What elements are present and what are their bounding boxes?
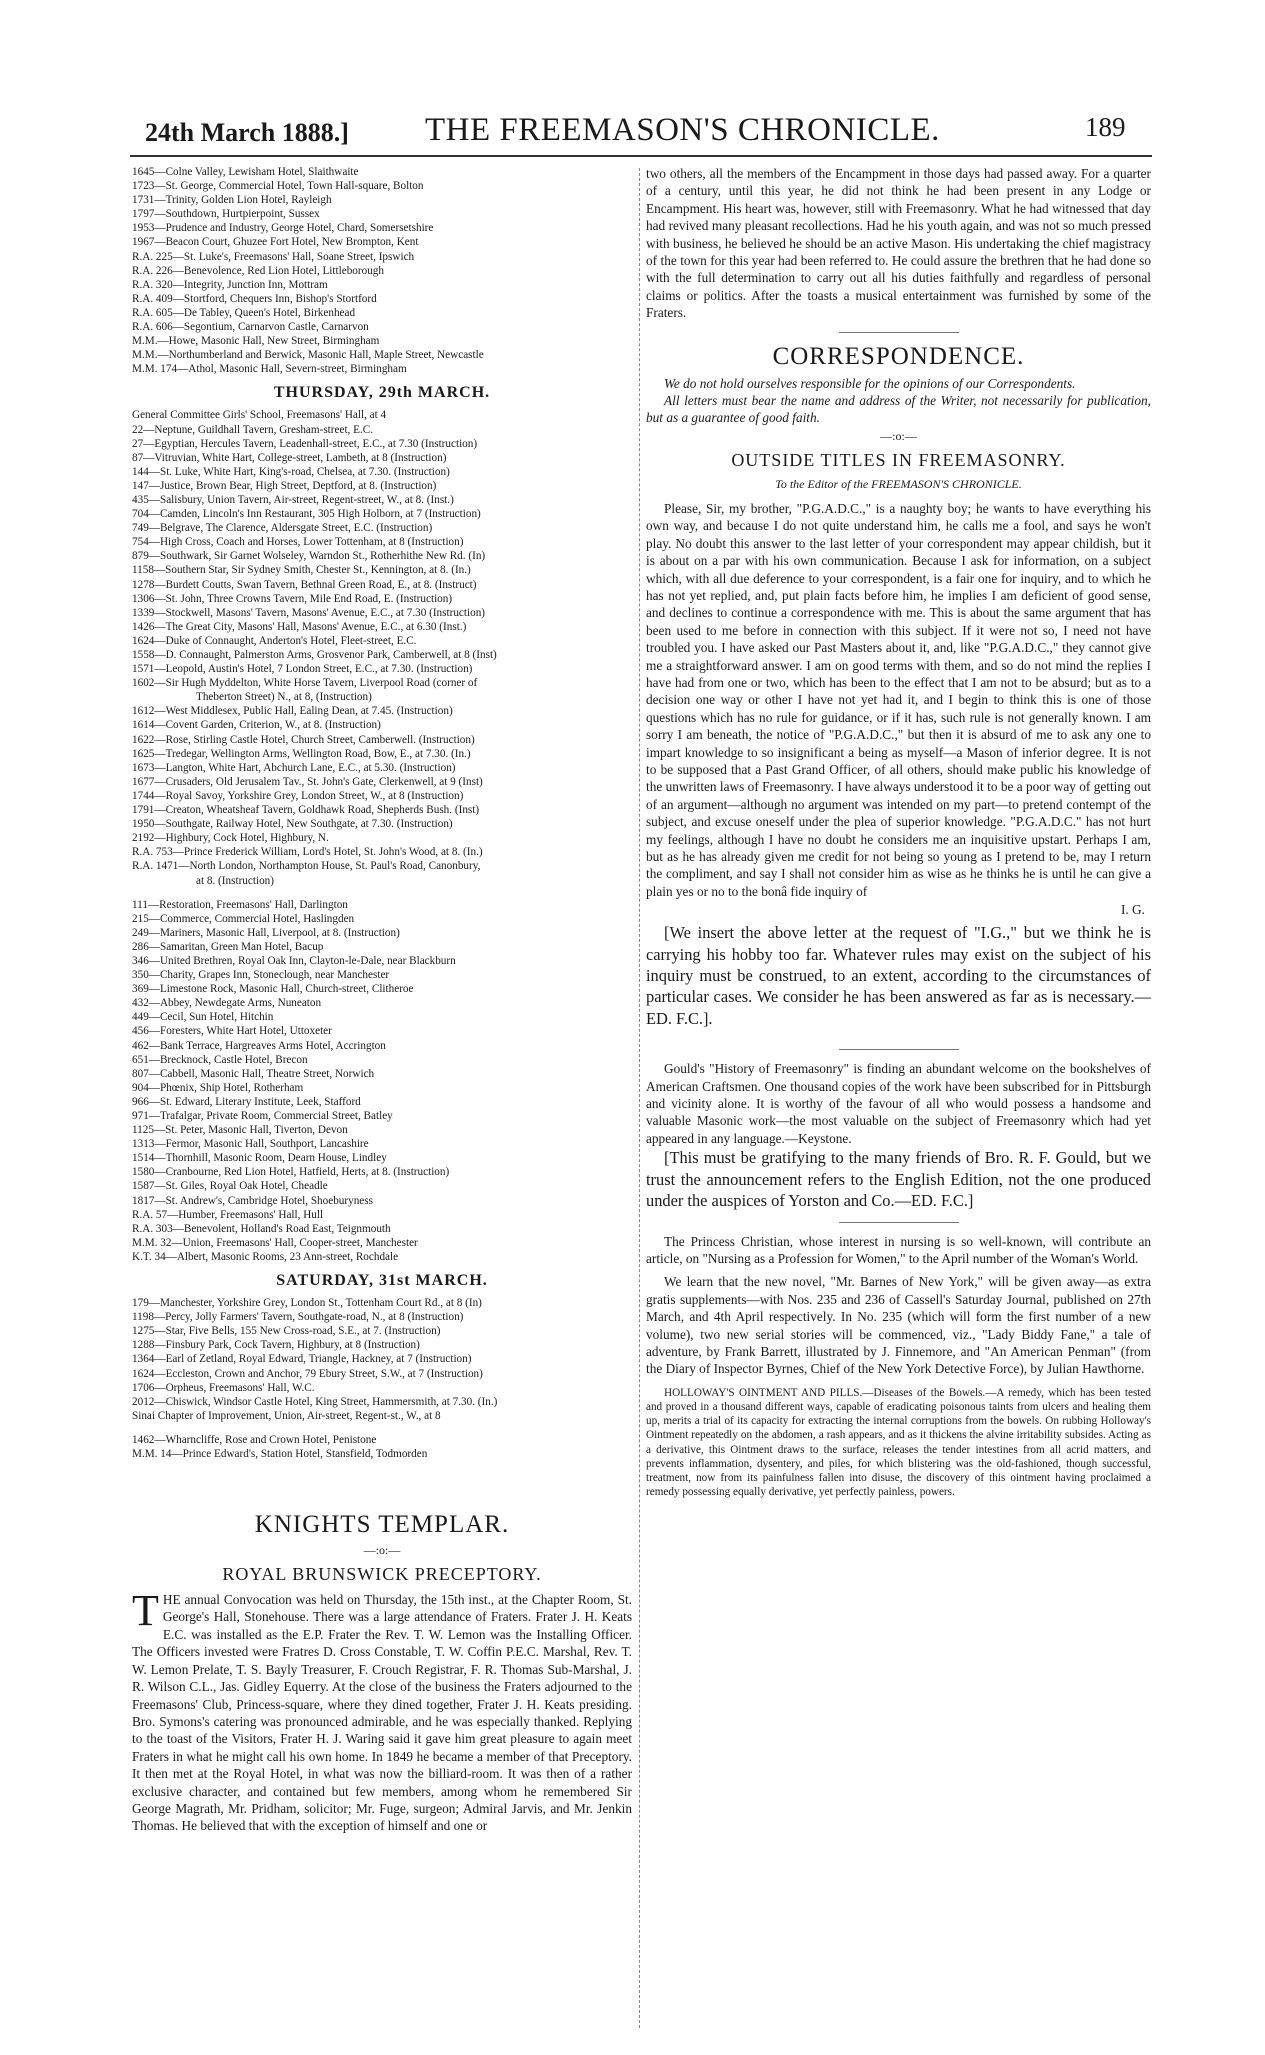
lodge-entry: 651—Brecknock, Castle Hotel, Brecon: [132, 1053, 308, 1066]
lodge-entry: R.A. 320—Integrity, Junction Inn, Mottram: [132, 278, 328, 291]
lodge-entry: 147—Justice, Brown Bear, High Street, Deptford, at 8. (Instruction): [132, 479, 437, 492]
lodge-entry: 215—Commerce, Commercial Hotel, Haslingden: [132, 912, 355, 925]
lodge-entry: 87—Vitruvian, White Hart, College-street, Lambeth, at 8 (Instruction): [132, 451, 447, 464]
lodge-entry: 286—Samaritan, Green Man Hotel, Bacup: [132, 940, 324, 953]
editor-note-letter: [We insert the above letter at the request of "I.G.," but we think he is carrying his hobby too far. Whatever rules may exist on the subject of his inquiry must be construed, to an extent, according to the circumstances of particular cases. We consider he has been answered as far as is necessary.—ED. F.C.].: [646, 923, 1151, 1028]
lodge-entry: 144—St. Luke, White Hart, King's-road, Chelsea, at 7.30. (Instruction): [132, 465, 450, 478]
page-number: 189: [1085, 112, 1126, 142]
lodge-entry: 462—Bank Terrace, Hargreaves Arms Hotel, Accrington: [132, 1039, 386, 1052]
lodge-list-saturday: [132, 1296, 632, 1461]
lodge-entry: 1744—Royal Savoy, Yorkshire Grey, London Street, W., at 8 (Instruction): [132, 789, 464, 802]
correspondence-requirement: All letters must bear the name and address of the Writer, not necessarily for publication, but as a guarantee of good faith.: [646, 393, 1151, 426]
lodge-entry: 1967—Beacon Court, Ghuzee Fort Hotel, New Brompton, Kent: [132, 236, 419, 249]
princess-christian-paragraph: The Princess Christian, whose interest in nursing is so well-known, will contribute an article, on "Nursing as a Profession for Women," to the April number of the Woman's World.: [646, 1233, 1151, 1266]
lodge-entry: 1198—Percy, Jolly Farmers' Tavern, Southgate-road, N., at 8 (Instruction): [132, 1311, 464, 1324]
lodge-entry: 807—Cabbell, Masonic Hall, Theatre Street, Norwich: [132, 1067, 375, 1080]
lodge-entry: 435—Salisbury, Union Tavern, Air-street, Regent-street, W., at 8. (Inst.): [132, 493, 454, 506]
lodge-entry: [132, 888, 632, 898]
lodge-entry: Theberton Street) N., at 8, (Instruction): [196, 691, 372, 704]
lodge-entry: 1278—Burdett Coutts, Swan Tavern, Bethnal Green Road, E., at 8. (Instruct): [132, 578, 477, 591]
lodge-entry: 1791—Creaton, Wheatsheaf Tavern, Goldhawk Road, Shepherds Bush. (Inst): [132, 804, 480, 817]
lodge-entry: 879—Southwark, Sir Garnet Wolseley, Warndon St., Rotherhithe New Rd. (In): [132, 550, 486, 563]
lodge-entry: 971—Trafalgar, Private Room, Commercial Street, Batley: [132, 1110, 393, 1122]
lodge-entry: 1339—Stockwell, Masons' Tavern, Masons' Avenue, E.C., at 7.30 (Instruction): [132, 606, 486, 619]
lodge-entry: 1426—The Great City, Masons' Hall, Masons' Avenue, E.C., at 6.30 (Inst.): [132, 620, 467, 633]
lodge-entry: 369—Limestone Rock, Masonic Hall, Church-street, Clitheroe: [132, 983, 414, 996]
knights-templar-heading: KNIGHTS TEMPLAR.: [254, 1511, 510, 1539]
lodge-entry: 1571—Leopold, Austin's Hotel, 7 London Street, E.C., at 7.30. (Instruction): [132, 663, 473, 676]
knights-templar-continued: two others, all the members of the Encampment in those days had passed away. For a quarter of a century, until this year, he did not think he had been present in any Lodge or Encampment. His heart was, however, still with Freemasonry. What he had witnessed that day had revived many pleasant recollections. Had he his youth again, and was not so much pressed with business, he believed he should be an active Mason. His undertaking the chief magistracy of the town for this year had been referred to. He could assure the brethren that he had done so with the full determination to carry out all his duties faithfully and regardless of personal claims or politics. After the toasts a musical entertainment was furnished by some of the Fraters.: [646, 166, 1151, 321]
lodge-entry: 1953—Prudence and Industry, George Hotel, Chard, Somersetshire: [132, 222, 434, 235]
correspondence-heading: CORRESPONDENCE.: [772, 342, 1025, 370]
issue-date: 24th March 1888.]: [145, 118, 349, 147]
lodge-entry: 1677—Crusaders, Old Jerusalem Tav., St. John's Gate, Clerkenwell, at 9 (Inst): [132, 775, 483, 788]
editor-note-gould: [This must be gratifying to the many friends of Bro. R. F. Gould, but we trust the announcement refers to the English Edition, not the one produced under the auspices of Yorston and Co.—ED. F.C.]: [646, 1148, 1151, 1211]
lodge-entry: 904—Phœnix, Ship Hotel, Rotherham: [132, 1081, 304, 1094]
column-divider: [639, 168, 640, 2028]
lodge-entry: 1625—Tredegar, Wellington Arms, Wellington Road, Bow, E., at 7.30. (In.): [132, 747, 471, 760]
lodge-entry: 1158—Southern Star, Sir Sydney Smith, Chester St., Kennington, at 8. (In.): [132, 564, 471, 577]
royal-brunswick-heading: ROYAL BRUNSWICK PRECEPTORY.: [222, 1564, 542, 1585]
lodge-entry: 432—Abbey, Newdegate Arms, Nuneaton: [132, 997, 322, 1010]
lodge-entry: 1645—Colne Valley, Lewisham Hotel, Slaithwaite: [132, 166, 359, 178]
knights-templar-separator: —:o:—: [363, 1543, 401, 1558]
lodge-list-wednesday: [132, 165, 632, 376]
lodge-entry: M.M. 174—Athol, Masonic Hall, Severn-street, Birmingham: [132, 363, 407, 376]
lodge-entry: 111—Restoration, Freemasons' Hall, Darlington: [132, 898, 348, 911]
letter-body: Please, Sir, my brother, "P.G.A.D.C.," is a naughty boy; he wants to have everything his own way, and because I do not quite understand him, he calls me a fool, and says he won't play. No doubt this answer to the last letter of your correspondent may appear childish, but it is about on a par with his own communication. Because I ask for information, on a subject which, with all due deference to your correspondent, is a fair one for inquiry, and to which he has not yet replied, and, put plain facts before him, he implies I am deficient of good sense, and declines to continue a correspondence with me. This is about the same argument that has been used to me before in connection with this subject. If it were not so, I need not have troubled you. I have asked our Past Masters about it, and, like "P.G.A.D.C.," they cannot give me a straightforward answer. I am on good terms with them, and so do not mind the replies I have had from one or two, which has been to the effect that I am not to be absurd; but as to a decision one way or other I have not yet had it, and I begin to think this is one of those questions which has no rule for guidance, or if it has, such rule is not generally known. I am sorry I am beneath, the notice of "P.G.A.D.C.," but then it is absurd of me to ask any one to impart knowledge to so insignificant a being as myself—a Mason of inferior degree. It is not to be supposed that a Past Grand Officer, of all others, should make public his knowledge of the unwritten laws of Freemasonry. I have always understood it to be a poor way of getting out of an argument—although no argument was intended on my part—to pretend contempt of the subject, and excuse oneself under the plea of superior knowledge. "P.G.A.D.C." has not hurt my feelings, although I have no doubt he considers me an inquisitive upstart. Perhaps I am, but as he has already given me credit for not being so young as I pretend to be, may I return the compliment, and say I shall not consider him as wise as he thinks he is until he can give a plain yes or no to the bonâ fide inquiry of: [646, 500, 1151, 899]
lodge-entry: 1462—Wharncliffe, Rose and Crown Hotel, Penistone: [132, 1433, 377, 1446]
lodge-entry: 1580—Cranbourne, Red Lion Hotel, Hatfield, Herts, at 8. (Instruction): [132, 1166, 450, 1179]
lodge-entry: 704—Camden, Lincoln's Inn Restaurant, 305 High Holborn, at 7 (Instruction): [132, 508, 481, 521]
novel-supplement-paragraph: We learn that the new novel, "Mr. Barnes of New York," will be given away—as extra gratis supplements—with Nos. 235 and 236 of Cassell's Saturday Journal, published on 27th March, and 4th April respectively. In No. 235 (which will form the first number of a new volume), two new serial stories will be commenced, viz., "Lady Biddy Fane," a tale of adventure, by Frank Barrett, illustrated by J. Finnemore, and "An American Penman" (from the Diary of Inspector Byrnes, Chief of the New York Detective Force), by Julian Hawthorne.: [646, 1274, 1151, 1377]
lodge-list-thursday: [132, 408, 632, 1264]
lodge-entry: 1514—Thornhill, Masonic Room, Dearn House, Lindley: [132, 1152, 387, 1165]
lodge-entry: Sinai Chapter of Improvement, Union, Air-street, Regent-st., W., at 8: [132, 1409, 441, 1422]
lodge-entry: 1624—Duke of Connaught, Anderton's Hotel, Fleet-street, E.C.: [132, 634, 417, 647]
knights-templar-body: HE annual Convocation was held on Thursday, the 15th inst., at the Chapter Room, St. George's Hall, Stonehouse. There was a large attendance of Fraters. Frater J. H. Keats E.C. was installed as the E.P. Frater the Rev. T. W. Lemon was the Installing Officer. The Officers invested were Fratres D. Cross Constable, T. W. Coffin P.E.C. Marshal, Rev. T. W. Lemon Prelate, T. S. Bayly Treasurer, F. Crouch Registrar, F. R. Thomas Sub-Marshal, J. R. Wilson C.L., Jas. Gidley Equerry. At the close of the business the Fraters adjourned to the Freemasons' Club, Princess-square, where they dined together, Frater J. H. Keats presiding. Bro. Symons's catering was pronounced admirable, and he was especially thanked. Replying to the toast of the Visitors, Frater H. J. Waring said it gave him great pleasure to again meet Fraters in what he might call his own home. In 1849 he became a member of that Preceptory. It then met at the Royal Hotel, in what was now the billiard-room. It was then of a rather exclusive character, and contained but few members, among whom he remembered Sir George Magrath, Mr. Pridham, solicitor; Mr. Fuge, surgeon; Admiral Jarvis, and Mr. Jenkin Thomas. He believed that with the exception of himself and one or: [132, 1592, 632, 1834]
lodge-entry: 179—Manchester, Yorkshire Grey, London St., Tottenham Court Rd., at 8 (In): [132, 1297, 482, 1310]
correspondence-disclaimer: We do not hold ourselves responsible for the opinions of our Correspondents.: [664, 375, 1076, 391]
lodge-entry: 1673—Langton, White Hart, Abchurch Lane, E.C., at 5.30. (Instruction): [132, 761, 456, 774]
lodge-entry: R.A. 606—Segontium, Carnarvon Castle, Carnarvon: [132, 321, 369, 334]
correspondence-separator: —:o:—: [880, 428, 917, 443]
lodge-entry: 2192—Highbury, Cock Hotel, Highbury, N.: [132, 832, 329, 845]
letter-heading: OUTSIDE TITLES IN FREEMASONRY.: [731, 449, 1066, 470]
header-rule: [130, 155, 1152, 157]
thursday-heading: THURSDAY, 29th MARCH.: [273, 384, 491, 402]
lodge-entry: 1313—Fermor, Masonic Hall, Southport, Lancashire: [132, 1138, 369, 1151]
lodge-entry: 1731—Trinity, Golden Lion Hotel, Rayleigh: [132, 194, 332, 207]
holloway-advertisement: HOLLOWAY'S OINTMENT AND PILLS.—Diseases of the Bowels.—A remedy, which has been tested and proved in a thousand different ways, capable of eradicating poisonous taints from ulcers and healing them up, merits a trial of its capacity for extracting the internal corruptions from the bowels. On rubbing Holloway's Ointment repeatedly on the abdomen, a rash appears, and as it thickens the alvine irritability subsides. Acting as a derivative, this Ointment draws to the surface, releases the tender intestines from all acrid matters, and prevents inflammation, dysentery, and piles, for which blistering was the old-fashioned, though successful, treatment, now from its painfulness fallen into disuse, the discovery of this ointment having proclaimed a remedy possessing equally derivative, yet perfectly painless, powers.: [646, 1386, 1151, 1499]
lodge-entry: 1364—Earl of Zetland, Royal Edward, Triangle, Hackney, at 7 (Instruction): [132, 1353, 472, 1366]
letter-signature: I. G.: [1120, 902, 1145, 918]
lodge-entry: M.M.—Howe, Masonic Hall, New Street, Birmingham: [132, 335, 380, 348]
lodge-entry: 1950—Southgate, Railway Hotel, New Southgate, at 7.30. (Instruction): [132, 818, 453, 831]
lodge-entry: K.T. 34—Albert, Masonic Rooms, 23 Ann-street, Rochdale: [132, 1250, 399, 1263]
lodge-entry: 449—Cecil, Sun Hotel, Hitchin: [132, 1011, 274, 1024]
lodge-entry: 754—High Cross, Coach and Horses, Lower Tottenham, at 8 (Instruction): [132, 536, 464, 549]
section-rule-2: [839, 1049, 959, 1050]
lodge-entry: R.A. 303—Benevolent, Holland's Road East, Teignmouth: [132, 1222, 391, 1235]
lodge-entry: 1797—Southdown, Hurtpierpoint, Sussex: [132, 208, 320, 221]
lodge-entry: [132, 1423, 632, 1433]
lodge-entry: 249—Mariners, Masonic Hall, Liverpool, at 8. (Instruction): [132, 926, 400, 939]
lodge-entry: M.M. 32—Union, Freemasons' Hall, Cooper-street, Manchester: [132, 1236, 418, 1249]
lodge-entry: 1614—Covent Garden, Criterion, W., at 8. (Instruction): [132, 719, 381, 732]
lodge-entry: M.M.—Northumberland and Berwick, Masonic Hall, Maple Street, Newcastle: [132, 349, 484, 362]
lodge-entry: R.A. 226—Benevolence, Red Lion Hotel, Littleborough: [132, 264, 384, 277]
lodge-entry: R.A. 225—St. Luke's, Freemasons' Hall, Soane Street, Ipswich: [132, 250, 415, 263]
lodge-entry: 1612—West Middlesex, Public Hall, Ealing Dean, at 7.45. (Instruction): [132, 705, 453, 718]
lodge-entry: 966—St. Edward, Literary Institute, Leek, Stafford: [132, 1095, 361, 1108]
lodge-entry: 1275—Star, Five Bells, 155 New Cross-road, S.E., at 7. (Instruction): [132, 1325, 441, 1338]
lodge-entry: M.M. 14—Prince Edward's, Station Hotel, Stansfield, Todmorden: [132, 1447, 428, 1460]
drop-cap: T: [132, 1586, 159, 1636]
lodge-entry: 1587—St. Giles, Royal Oak Hotel, Cheadle: [132, 1180, 328, 1193]
lodge-entry: R.A. 753—Prince Frederick William, Lord's Hotel, St. John's Wood, at 8. (In.): [132, 846, 483, 859]
lodge-entry: 27—Egyptian, Hercules Tavern, Leadenhall-street, E.C., at 7.30 (Instruction): [132, 437, 478, 450]
section-rule: [839, 332, 959, 333]
lodge-entry: at 8. (Instruction): [196, 874, 274, 887]
lodge-entry: 1706—Orpheus, Freemasons' Hall, W.C.: [132, 1381, 315, 1394]
letter-addressee: To the Editor of the FREEMASON'S CHRONICLE.: [775, 476, 1022, 491]
lodge-entry: 346—United Brethren, Royal Oak Inn, Clayton-le-Dale, near Blackburn: [132, 954, 456, 967]
lodge-entry: 1306—St. John, Three Crowns Tavern, Mile End Road, E. (Instruction): [132, 592, 453, 605]
lodge-entry: R.A. 57—Humber, Freemasons' Hall, Hull: [132, 1208, 324, 1221]
lodge-entry: R.A. 1471—North London, Northampton House, St. Paul's Road, Canonbury,: [132, 860, 481, 873]
lodge-entry: 1817—St. Andrew's, Cambridge Hotel, Shoeburyness: [132, 1194, 373, 1207]
lodge-entry: 22—Neptune, Guildhall Tavern, Gresham-street, E.C.: [132, 423, 374, 436]
gould-history-paragraph: Gould's "History of Freemasonry" is finding an abundant welcome on the bookshelves of American Craftsmen. One thousand copies of the work have been subscribed for in Pittsburgh and vicinity alone. It is worthy of the favour of all who would possess a handsome and valuable Masonic work—the most valuable on the subject of Freemasonry which had yet appeared in any language.—Keystone.: [646, 1061, 1151, 1146]
lodge-entry: R.A. 605—De Tabley, Queen's Hotel, Birkenhead: [132, 306, 356, 319]
lodge-entry: General Committee Girls' School, Freemasons' Hall, at 4: [132, 409, 387, 422]
lodge-entry: 749—Belgrave, The Clarence, Aldersgate Street, E.C. (Instruction): [132, 522, 433, 535]
knights-templar-article: [132, 1586, 632, 1835]
masthead-title: THE FREEMASON'S CHRONICLE.: [425, 112, 940, 148]
section-rule-3: [839, 1222, 959, 1223]
lodge-entry: 350—Charity, Grapes Inn, Stoneclough, near Manchester: [132, 969, 390, 982]
lodge-entry: R.A. 409—Stortford, Chequers Inn, Bishop's Stortford: [132, 292, 377, 305]
lodge-entry: 1125—St. Peter, Masonic Hall, Tiverton, Devon: [132, 1124, 348, 1137]
lodge-entry: 456—Foresters, White Hart Hotel, Uttoxeter: [132, 1025, 332, 1038]
lodge-entry: 1288—Finsbury Park, Cock Tavern, Highbury, at 8 (Instruction): [132, 1339, 420, 1352]
lodge-entry: 1622—Rose, Stirling Castle Hotel, Church Street, Camberwell. (Instruction): [132, 733, 475, 746]
right-column: [646, 165, 1151, 1499]
lodge-entry: 1558—D. Connaught, Palmerston Arms, Grosvenor Park, Camberwell, at 8 (Inst): [132, 649, 497, 661]
lodge-entry: 1723—St. George, Commercial Hotel, Town Hall-square, Bolton: [132, 180, 424, 193]
saturday-heading: SATURDAY, 31st MARCH.: [276, 1272, 488, 1290]
left-column: [132, 165, 632, 1835]
lodge-entry: 1624—Eccleston, Crown and Anchor, 79 Ebury Street, S.W., at 7 (Instruction): [132, 1367, 483, 1380]
lodge-entry: 1602—Sir Hugh Myddelton, White Horse Tavern, Liverpool Road (corner of: [132, 677, 478, 690]
lodge-entry: 2012—Chiswick, Windsor Castle Hotel, King Street, Hammersmith, at 7.30. (In.): [132, 1395, 498, 1408]
